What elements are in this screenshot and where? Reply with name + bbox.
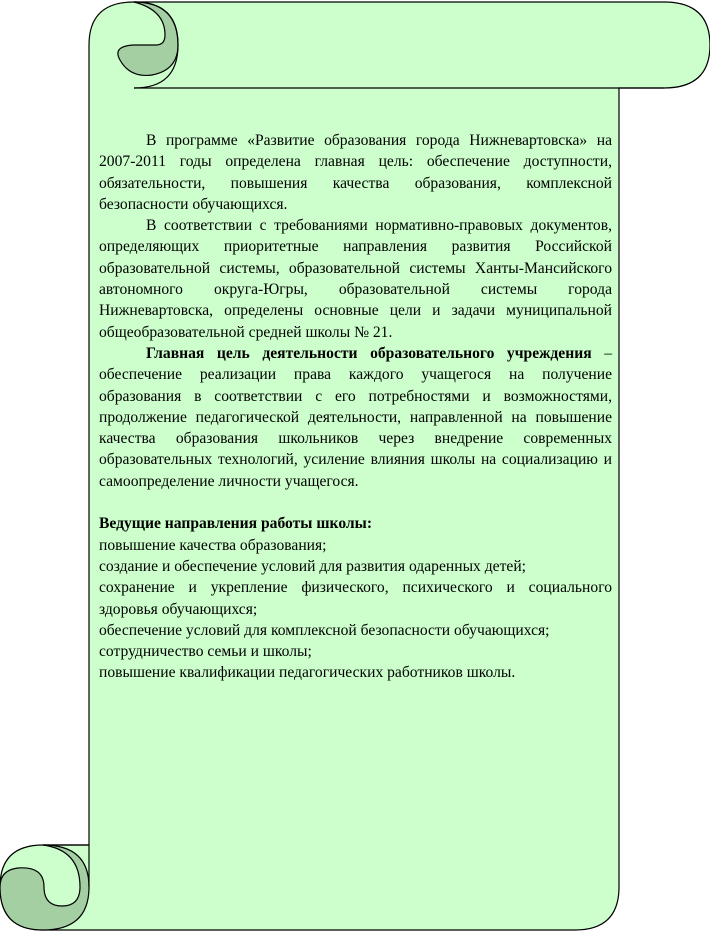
direction-item: сохранение и укрепление физического, психического и социального здоровья обучающихся; xyxy=(99,579,612,618)
main-goal-text: – обеспечение реализации права каждого учащегося на получение образования в соответствии с его потребностями и возможностями, продолжение педагогической деятельности, направленной на повышение качества образования школьников через внедрение современных образовательных технологий, усиление влияния школы на социализацию и самоопределение личности учащегося. xyxy=(99,344,612,490)
direction-item: повышение качества образования; xyxy=(99,536,327,554)
direction-item: сотрудничество семьи и школы; xyxy=(99,643,312,661)
direction-item: повышение квалификации педагогических работников школы. xyxy=(99,664,516,682)
directions-heading: Ведущие направления работы школы: xyxy=(99,515,373,533)
direction-item: создание и обеспечение условий для развития одаренных детей; xyxy=(99,557,527,575)
paragraph-regulations: В соответствии с требованиями нормативно-правовых документов, определяющих приоритетные направления развития Российской образовательной системы, образовательной системы Ханты-Мансийского автономного округа-Югры, образовательной системы города Нижневартовска, определены основные цели и задачи муниципальной общеобразовательной средней школы № 21. xyxy=(99,217,612,341)
spacer xyxy=(99,492,612,513)
document-text xyxy=(99,130,612,684)
direction-item: обеспечение условий для комплексной безопасности обучающихся; xyxy=(99,621,550,639)
paragraph-main-goal xyxy=(99,343,612,492)
main-goal-label: Главная цель деятельности образовательного учреждения xyxy=(146,344,592,362)
paragraph-program-goal: В программе «Развитие образования города Нижневартовска» на 2007-2011 годы определена главная цель: обеспечение доступности, обязательности, повышения качества образования, комплексной безопасности обучающихся. xyxy=(99,132,612,213)
